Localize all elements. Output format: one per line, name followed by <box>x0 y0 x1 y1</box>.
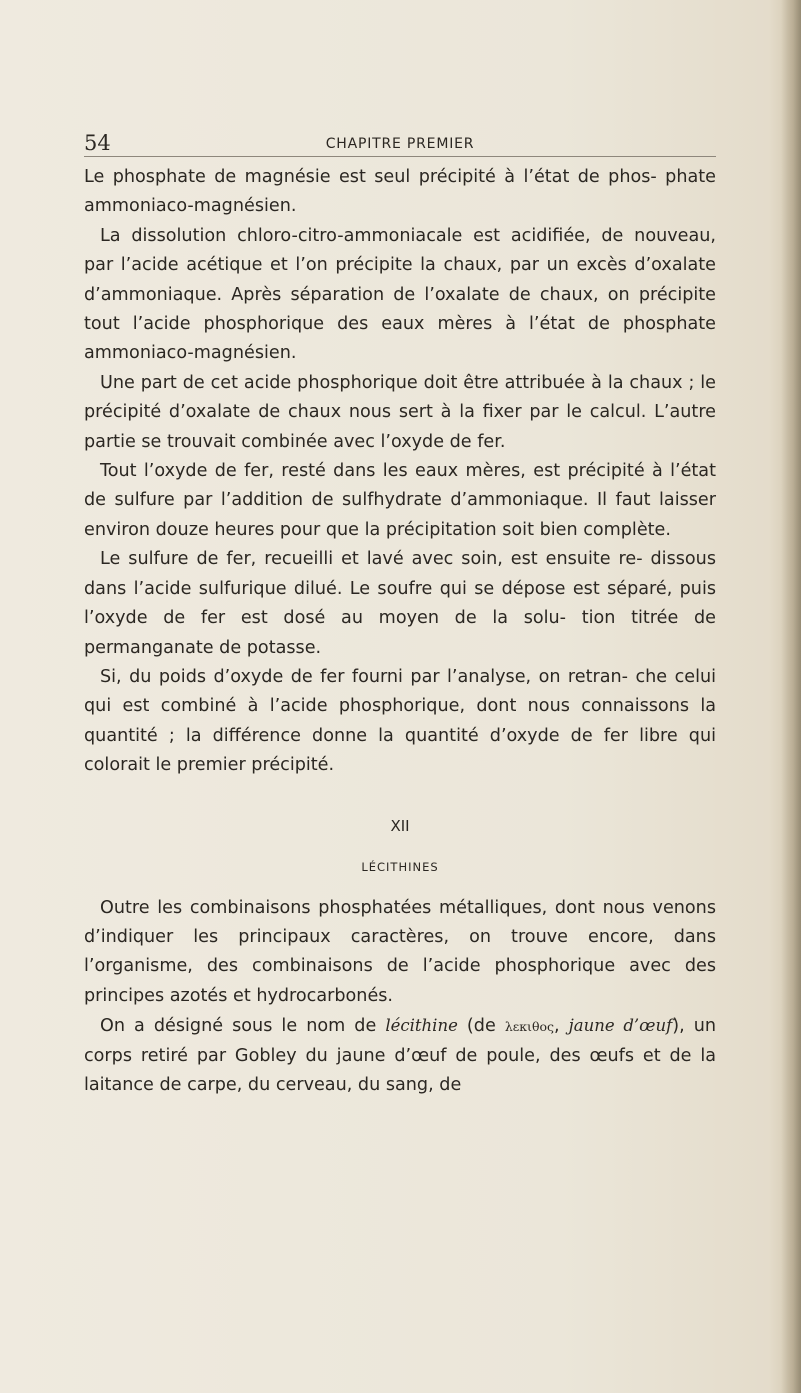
text-run: (de <box>457 1016 505 1037</box>
main-text <box>84 163 716 1100</box>
running-title: CHAPITRE PREMIER <box>325 136 475 152</box>
paragraph: Tout l’oxyde de fer, resté dans les eaux mères, est précipité à l’état de sulfure par l’addition de sulfhydrate d’ammoniaque. Il faut laisser environ douze heures pour que la précipitation soit bien complète. <box>84 461 716 540</box>
paragraph <box>84 1011 716 1100</box>
paragraph: Le phosphate de magnésie est seul précipité à l’état de phos- phate ammoniaco-magnésien. <box>84 167 716 217</box>
section-number: XII <box>390 816 410 835</box>
paragraph: Une part de cet acide phosphorique doit être attribuée à la chaux ; le précipité d’oxalate de chaux nous sert à la fixer par le calcul. L’autre partie se trouvait combinée avec l’oxyde de fer. <box>84 372 716 452</box>
section-title: LÉCITHINES <box>361 859 439 874</box>
paragraph: Outre les combinaisons phosphatées métalliques, dont nous venons d’indiquer les principaux caractères, on trouve encore, dans l’organisme, des combinaisons de l’acide phosphorique avec des principes azotés et hydrocarbonés. <box>84 897 716 1006</box>
italic-term: jaune d’œuf <box>568 1016 673 1036</box>
greek-word: λεκιθος <box>504 1019 554 1035</box>
header-rule <box>84 156 716 157</box>
page-number: 54 <box>84 131 111 155</box>
text-run: On a désigné sous le nom de <box>100 1016 386 1037</box>
paragraph: Le sulfure de fer, recueilli et lavé avec soin, est ensuite re- dissous dans l’acide sulfurique dilué. Le soufre qui se dépose est séparé, puis l’oxyde de fer est dosé au moyen de la solu- tion titrée de permanganate de potasse. <box>84 549 716 658</box>
page-spine-shadow <box>781 0 801 1393</box>
page-header <box>84 131 716 155</box>
italic-term: lécithine <box>385 1016 458 1036</box>
text-run: , <box>554 1016 569 1037</box>
text-run: ), un corps retiré par Gobley du jaune d’œuf de poule, des œufs et de la laitance de carpe, du cerveau, du sang, de <box>84 1016 717 1095</box>
paragraph: La dissolution chloro-citro-ammoniacale est acidifiée, de nouveau, par l’acide acétique et l’on précipite la chaux, par un excès d’oxalate d’ammoniaque. Après séparation de l’oxalate de chaux, on précipite tout l’acide phosphorique des eaux mères à l’état de phosphate ammoniaco-magnésien. <box>84 225 716 364</box>
paragraph: Si, du poids d’oxyde de fer fourni par l’analyse, on retran- che celui qui est combiné à l’acide phosphorique, dont nous connaissons la quantité ; la différence donne la quantité d’oxyde de fer libre qui colorait le premier précipité. <box>84 666 716 776</box>
